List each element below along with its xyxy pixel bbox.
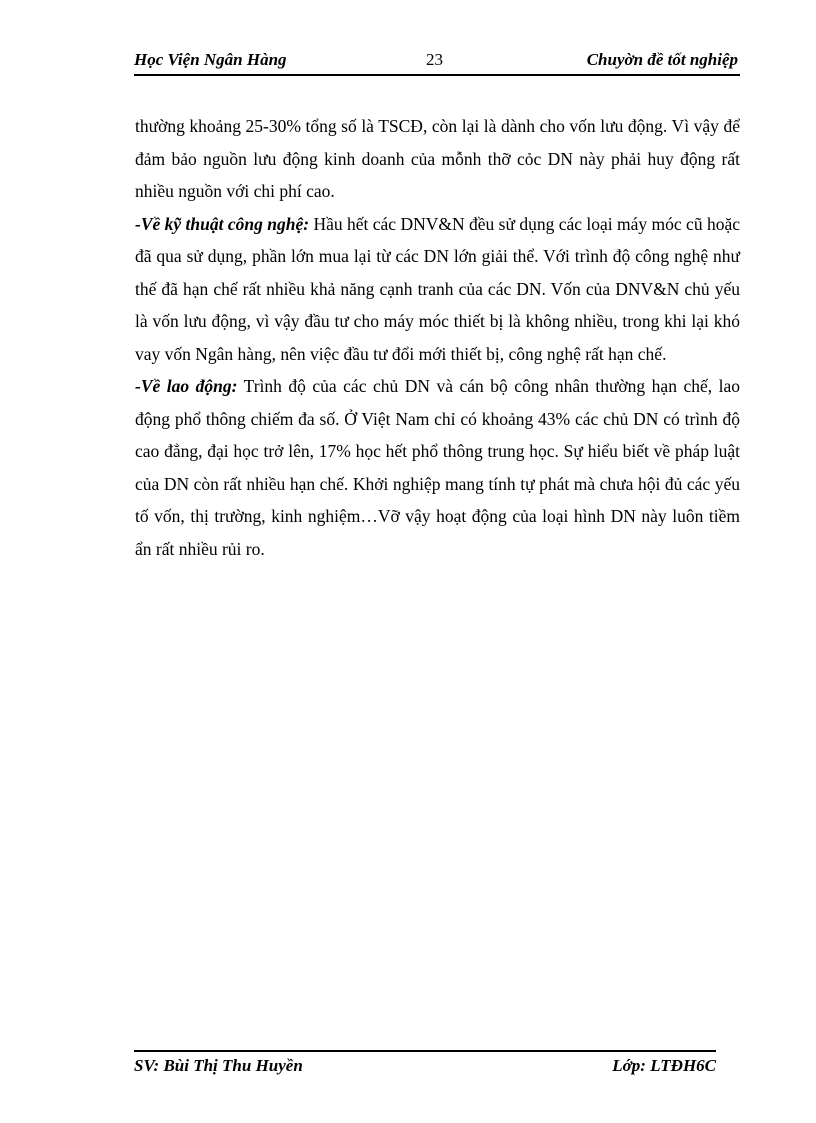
footer-student: SV: Bùi Thị Thu Huyền	[134, 1056, 303, 1075]
header-institution: Học Viện Ngân Hàng	[134, 50, 287, 69]
page-footer	[134, 1050, 716, 1082]
page-body	[135, 110, 740, 565]
technology-heading: -Về kỹ thuật công nghệ:	[135, 213, 310, 234]
page-number: 23	[426, 50, 443, 69]
labor-heading: -Về lao động:	[135, 376, 238, 396]
paragraph-capital: thường khoảng 25-30% tổng số là TSCĐ, còn lại là dành cho vốn lưu động. Vì vậy để đảm bảo nguồn lưu động kinh doanh của mỗnh thỡ cỏc DN này phải huy động rất nhiều nguồn với chi phí cao.	[135, 116, 740, 201]
footer-class: Lớp: LTĐH6C	[612, 1056, 716, 1075]
header-doc-type: Chuyờn đề tốt nghiệp	[586, 50, 738, 69]
page-header	[134, 48, 740, 76]
technology-text: Hầu hết các DNV&N đều sử dụng các loại máy móc cũ hoặc đã qua sử dụng, phần lớn mua lại từ các DN lớn giải thể. Với trình độ công nghệ như thế đã hạn chế rất nhiều khả năng cạnh tranh của các DN. Vốn của DNV&N chủ yếu là vốn lưu động, vì vậy đầu tư cho máy móc thiết bị là không nhiều, trong khi lại khó vay vốn Ngân hàng, nên việc đầu tư đổi mới thiết bị, công nghệ rất hạn chế.	[135, 213, 740, 364]
paragraph-technology	[135, 208, 740, 371]
paragraph-labor	[135, 370, 740, 565]
labor-text: Trình độ của các chủ DN và cán bộ công nhân thường hạn chế, lao động phổ thông chiếm đa số. Ở Việt Nam chỉ có khoảng 43% các chủ DN có trình độ cao đẳng, đại học trở lên, 17% học hết phổ thông trung học. Sự hiểu biết về pháp luật của DN còn rất nhiều hạn chế. Khởi nghiệp mang tính tự phát mà chưa hội đủ các yếu tố vốn, thị trường, kinh nghiệm…Vỡ vậy hoạt động của loại hình DN này luôn tiềm ẩn rất nhiều rủi ro.	[135, 376, 740, 559]
